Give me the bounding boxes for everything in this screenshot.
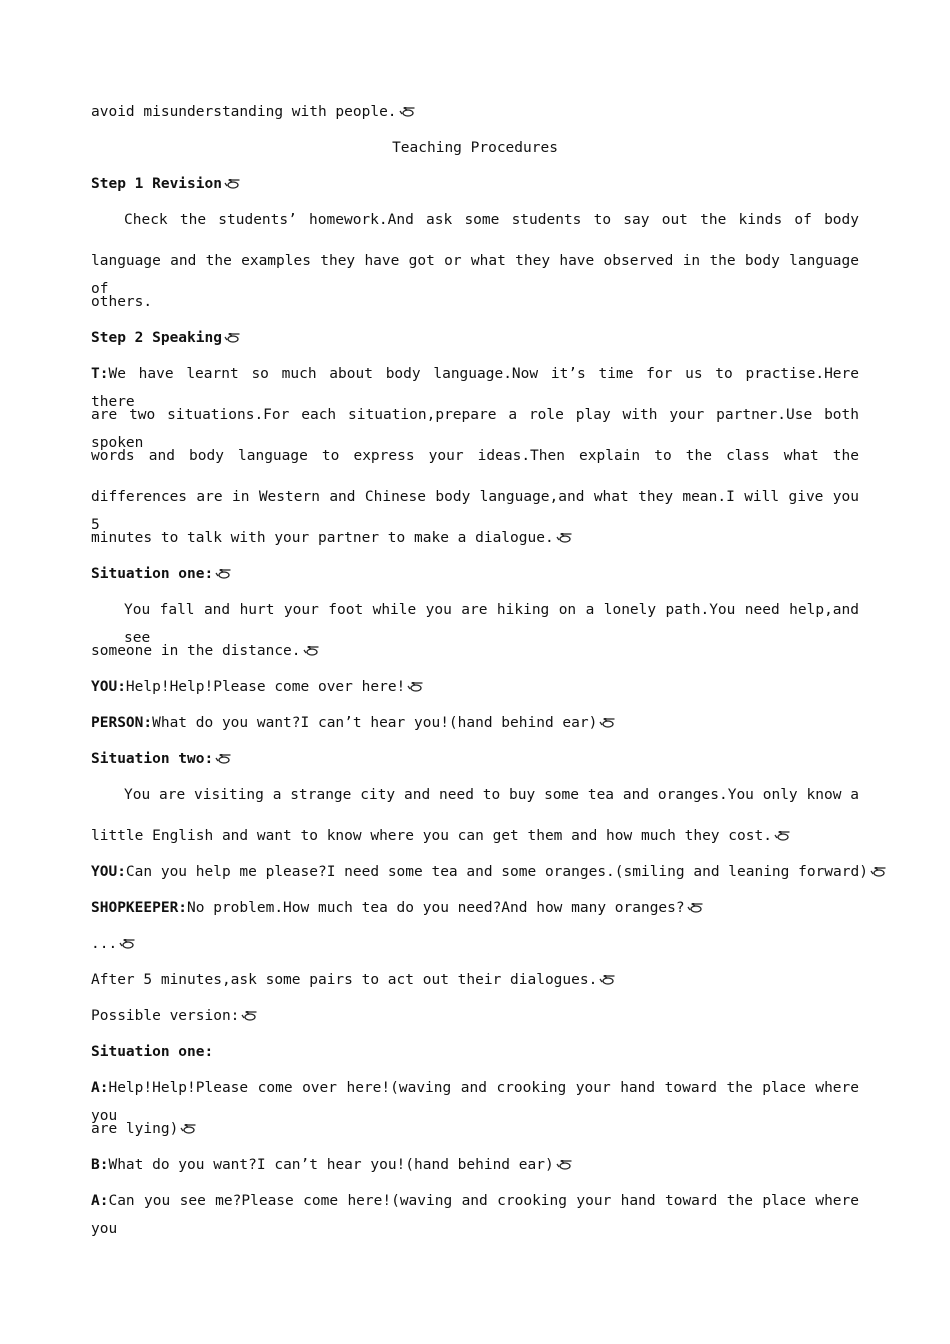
paragraph-mark-icon xyxy=(223,333,241,343)
line-text: After 5 minutes,ask some pairs to act out their dialogues. xyxy=(91,972,598,988)
speaker-label: YOU: xyxy=(91,864,126,880)
heading-text: Situation one: xyxy=(91,1044,214,1060)
paragraph-line xyxy=(91,288,859,324)
line-text: others. xyxy=(91,294,153,310)
paragraph-mark-icon xyxy=(398,107,416,117)
text-line xyxy=(91,966,859,1002)
dialogue-line xyxy=(91,673,859,709)
line-text: differences are in Western and Chinese body language,and what they mean.I will give you 5 xyxy=(91,489,859,533)
step-heading xyxy=(91,324,859,360)
title-text: Teaching Procedures xyxy=(392,140,558,156)
paragraph-line xyxy=(91,360,859,410)
speaker-label: YOU: xyxy=(91,679,126,695)
line-text: You fall and hurt your foot while you are hiking on a lonely path.You need help,and see xyxy=(124,602,859,646)
line-text: are lying) xyxy=(91,1121,179,1137)
section-title xyxy=(91,134,859,170)
paragraph-line xyxy=(91,401,859,451)
line-text: We have learnt so much about body language.Now it’s time for us to practise.Here there xyxy=(91,366,859,410)
line-text: Can you see me?Please come here!(waving and crooking your hand toward the place where you xyxy=(91,1193,859,1237)
line-text: Help!Help!Please come over here!(waving and crooking your hand toward the place where you xyxy=(91,1080,859,1124)
paragraph-mark-icon xyxy=(118,939,136,949)
situation-heading xyxy=(91,1038,859,1074)
line-text: little English and want to know where you can get them and how much they cost. xyxy=(91,828,772,844)
line-text: language and the examples they have got or what they have observed in the body language of xyxy=(91,253,859,297)
situation-heading xyxy=(91,560,859,596)
dialogue-line xyxy=(91,858,868,894)
dialogue-line xyxy=(91,1187,859,1237)
line-text: You are visiting a strange city and need to buy some tea and oranges.You only know a xyxy=(124,787,859,803)
paragraph-mark-icon xyxy=(179,1124,197,1134)
dialogue-line xyxy=(91,709,859,745)
dialogue-line xyxy=(91,894,859,930)
paragraph-line xyxy=(91,596,859,646)
text-line xyxy=(91,98,859,134)
line-text: Help!Help!Please come over here! xyxy=(125,679,406,695)
heading-text: Step 1 Revision xyxy=(91,176,222,192)
situation-heading xyxy=(91,745,859,781)
paragraph-line xyxy=(91,524,859,560)
line-text: What do you want?I can’t hear you!(hand behind ear) xyxy=(152,715,598,731)
paragraph-line xyxy=(91,637,859,673)
paragraph-mark-icon xyxy=(598,975,616,985)
paragraph-mark-icon xyxy=(214,569,232,579)
line-text: Can you help me please?I need some tea and some oranges.(smiling and leaning forward) xyxy=(125,864,868,880)
line-text: No problem.How much tea do you need?And how many oranges? xyxy=(187,900,685,916)
paragraph-mark-icon xyxy=(406,682,424,692)
dialogue-line xyxy=(91,1151,859,1187)
step-heading xyxy=(91,170,859,206)
heading-text: Situation one: xyxy=(91,566,214,582)
paragraph-mark-icon xyxy=(773,831,791,841)
ellipsis-line xyxy=(91,930,859,966)
speaker-label: A: xyxy=(91,1080,109,1096)
paragraph-line xyxy=(91,483,859,533)
paragraph-mark-icon xyxy=(214,754,232,764)
text-line xyxy=(91,1002,859,1038)
paragraph-line xyxy=(91,206,859,247)
line-text: words and body language to express your ideas.Then explain to the class what the xyxy=(91,448,859,464)
paragraph-line xyxy=(91,247,859,297)
paragraph-line xyxy=(91,781,859,822)
paragraph-mark-icon xyxy=(869,867,887,877)
dialogue-line xyxy=(91,1074,859,1124)
paragraph-mark-icon xyxy=(240,1011,258,1021)
line-text: someone in the distance. xyxy=(91,643,301,659)
paragraph-line xyxy=(91,442,859,483)
heading-text: Step 2 Speaking xyxy=(91,330,222,346)
paragraph-mark-icon xyxy=(555,1160,573,1170)
line-text: Possible version: xyxy=(91,1008,240,1024)
paragraph-mark-icon xyxy=(555,533,573,543)
paragraph-line xyxy=(91,822,859,858)
heading-text: Situation two: xyxy=(91,751,214,767)
paragraph-mark-icon xyxy=(598,718,616,728)
line-text: What do you want?I can’t hear you!(hand behind ear) xyxy=(108,1157,554,1173)
paragraph-mark-icon xyxy=(302,646,320,656)
speaker-label: B: xyxy=(91,1157,109,1173)
dialogue-line xyxy=(91,1115,859,1151)
line-text: avoid misunderstanding with people. xyxy=(91,104,397,120)
line-text: Check the students’ homework.And ask some students to say out the kinds of body xyxy=(124,212,859,228)
line-text: minutes to talk with your partner to make a dialogue. xyxy=(91,530,554,546)
line-text: ... xyxy=(91,936,118,952)
speaker-label: SHOPKEEPER: xyxy=(91,900,188,916)
document-page xyxy=(91,98,868,1237)
speaker-label: A: xyxy=(91,1193,109,1209)
line-text: are two situations.For each situation,prepare a role play with your partner.Use both spoken xyxy=(91,407,859,451)
paragraph-mark-icon xyxy=(223,179,241,189)
paragraph-mark-icon xyxy=(686,903,704,913)
speaker-label: PERSON: xyxy=(91,715,153,731)
speaker-label: T: xyxy=(91,366,109,382)
